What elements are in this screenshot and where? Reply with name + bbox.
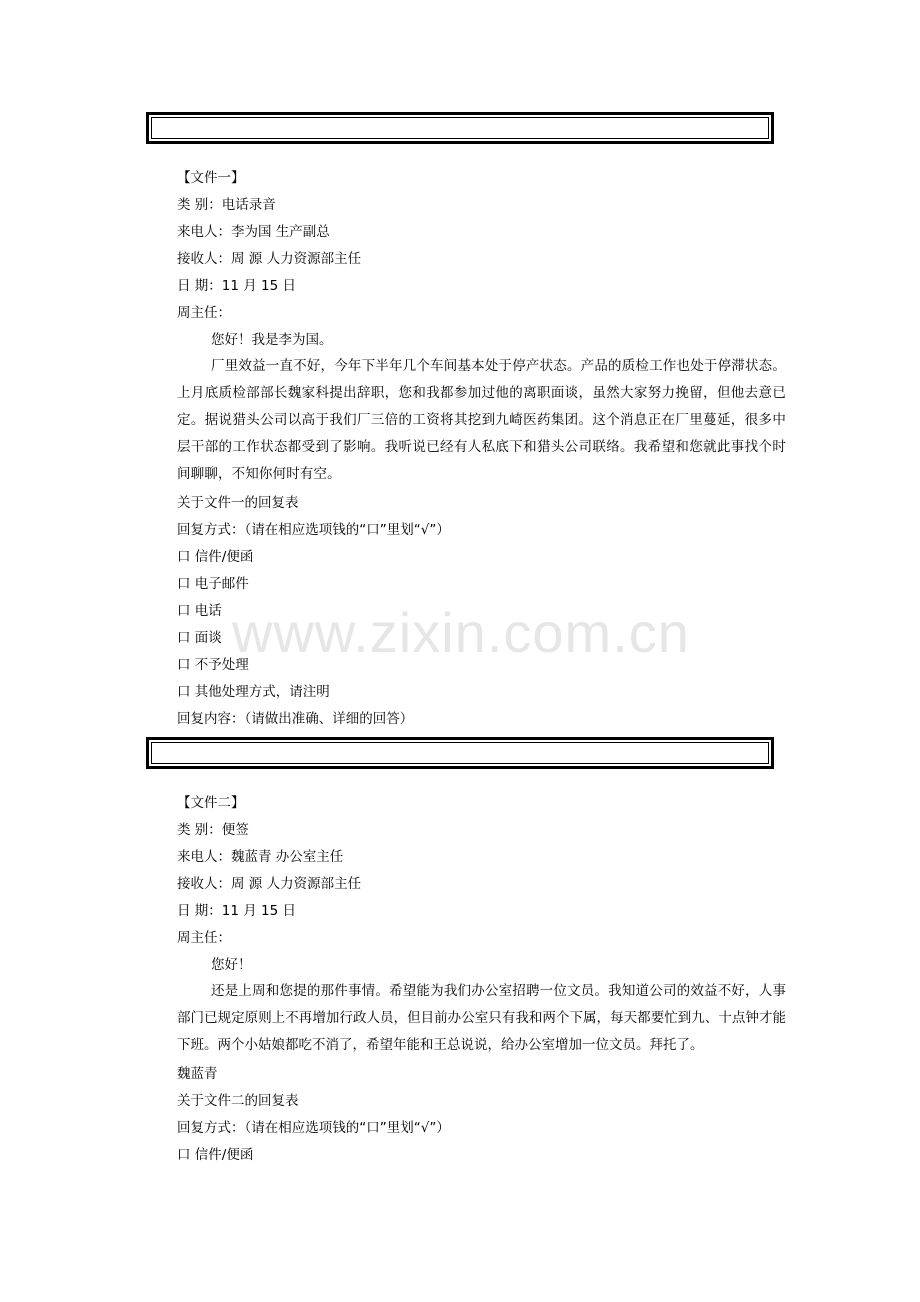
file2-reply-title: 关于文件二的回复表	[177, 1093, 299, 1109]
section-banner-2	[146, 737, 774, 769]
file1-greeting: 您好！我是李为国。	[211, 332, 333, 348]
file2-body: 还是上周和您提的那件事情。希望能为我们办公室招聘一位文员。我知道公司的效益不好，人事部门已规定原则上不再增加行政人员，但目前办公室只有我和两个下属，每天都要忙到九、十点钟才能下班。两个小姑娘都吃不消了，希望年能和王总说说，给办公室增加一位文员。拜托了。	[177, 983, 786, 1053]
file2-header: 【文件二】	[177, 795, 245, 811]
file2-reply-method: 回复方式：（请在相应选项钱的“口”里划“√”）	[177, 1120, 450, 1136]
file1-salutation: 周主任：	[177, 305, 231, 321]
file1-reply-content: 回复内容：（请做出准确、详细的回答）	[177, 711, 414, 727]
file1-type: 类 别：电话录音	[177, 197, 276, 213]
section-banner-1	[146, 112, 774, 144]
watermark: www.zixin.com.cn	[232, 601, 690, 664]
file1-option-phone: 口 电话	[177, 603, 222, 619]
file1-option-no-action: 口 不予处理	[177, 657, 249, 673]
file2-option-letter: 口 信件/便函	[177, 1147, 254, 1163]
file1-option-other: 口 其他处理方式，请注明	[177, 684, 330, 700]
file2-receiver: 接收人：周 源 人力资源部主任	[177, 876, 362, 892]
file1-header: 【文件一】	[177, 170, 245, 186]
file1-caller: 来电人：李为国 生产副总	[177, 224, 330, 240]
file2-signature: 魏蓝青	[177, 1066, 218, 1082]
file1-body: 厂里效益一直不好，今年下半年几个车间基本处于停产状态。产品的质检工作也处于停滞状态。上月底质检部部长魏家科提出辞职，您和我都参加过他的离职面谈，虽然大家努力挽留，但他去意已定。据说猎头公司以高于我们厂三倍的工资将其挖到九崎医药集团。这个消息正在厂里蔓延，很多中层干部的工作状态都受到了影响。我听说已经有人私底下和猎头公司联络。我希望和您就此事找个时间聊聊，不知你何时有空。	[177, 358, 786, 482]
file1-receiver: 接收人：周 源 人力资源部主任	[177, 251, 362, 267]
file1-option-meeting: 口 面谈	[177, 630, 222, 646]
file2-caller: 来电人：魏蓝青 办公室主任	[177, 849, 344, 865]
file2-salutation: 周主任：	[177, 930, 231, 946]
file2-date: 日 期：11 月 15 日	[177, 903, 297, 919]
file2-greeting: 您好！	[211, 957, 252, 973]
file1-option-email: 口 电子邮件	[177, 576, 249, 592]
file1-reply-method: 回复方式：（请在相应选项钱的“口”里划“√”）	[177, 522, 450, 538]
file1-reply-title: 关于文件一的回复表	[177, 495, 299, 511]
file2-type: 类 别：便签	[177, 822, 249, 838]
file1-date: 日 期：11 月 15 日	[177, 278, 297, 294]
file1-option-letter: 口 信件/便函	[177, 549, 254, 565]
